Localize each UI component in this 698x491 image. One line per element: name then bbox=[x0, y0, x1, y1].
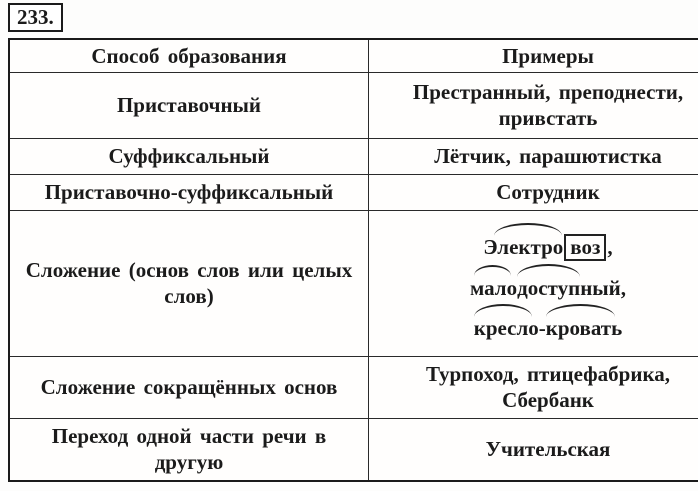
composed-word-kreslo-krovat bbox=[377, 301, 698, 341]
table-row bbox=[9, 356, 698, 418]
stem-with-arc: мало bbox=[469, 275, 518, 300]
stem-with-arc: кровать bbox=[545, 315, 623, 340]
method-cell: Сложение сокращённых основ bbox=[9, 356, 369, 418]
method-cell: Сложение (основ слов или целых слов) bbox=[9, 210, 369, 356]
table-row bbox=[9, 72, 698, 138]
method-cell: Приставочный bbox=[9, 72, 369, 138]
method-cell: Переход одной части речи в другую bbox=[9, 418, 369, 481]
table-header-row bbox=[9, 39, 698, 72]
composed-word-malodostupny bbox=[377, 261, 698, 301]
examples-cell: Учительская bbox=[369, 418, 698, 481]
stem-with-arc: кресло bbox=[473, 315, 539, 340]
table-row bbox=[9, 418, 698, 481]
examples-cell: Престранный, преподнести, привстать bbox=[369, 72, 698, 138]
examples-cell: Турпоход, птицефабрика, Сбербанк bbox=[369, 356, 698, 418]
stem-with-arc: Электро bbox=[483, 234, 564, 259]
exercise-number-badge: 233. bbox=[8, 3, 63, 32]
boxed-morpheme: воз bbox=[564, 234, 606, 261]
examples-cell: Лётчик, парашютистка bbox=[369, 138, 698, 174]
word-formation-table bbox=[8, 38, 698, 482]
table-row bbox=[9, 138, 698, 174]
word-tail: ный, bbox=[580, 275, 627, 300]
composed-word-electrovoz bbox=[377, 220, 698, 261]
table-row bbox=[9, 174, 698, 210]
word-tail: , bbox=[607, 234, 613, 259]
hyphen-separator: - bbox=[538, 315, 546, 340]
examples-cell: Сотрудник bbox=[369, 174, 698, 210]
stem-with-arc: доступ bbox=[517, 275, 581, 300]
method-cell: Суффиксальный bbox=[9, 138, 369, 174]
method-cell: Приставочно-суффиксальный bbox=[9, 174, 369, 210]
table-row bbox=[9, 210, 698, 356]
examples-cell-composed bbox=[369, 210, 698, 356]
header-cell-examples: Примеры bbox=[369, 39, 698, 72]
header-cell-method: Способ образования bbox=[9, 39, 369, 72]
